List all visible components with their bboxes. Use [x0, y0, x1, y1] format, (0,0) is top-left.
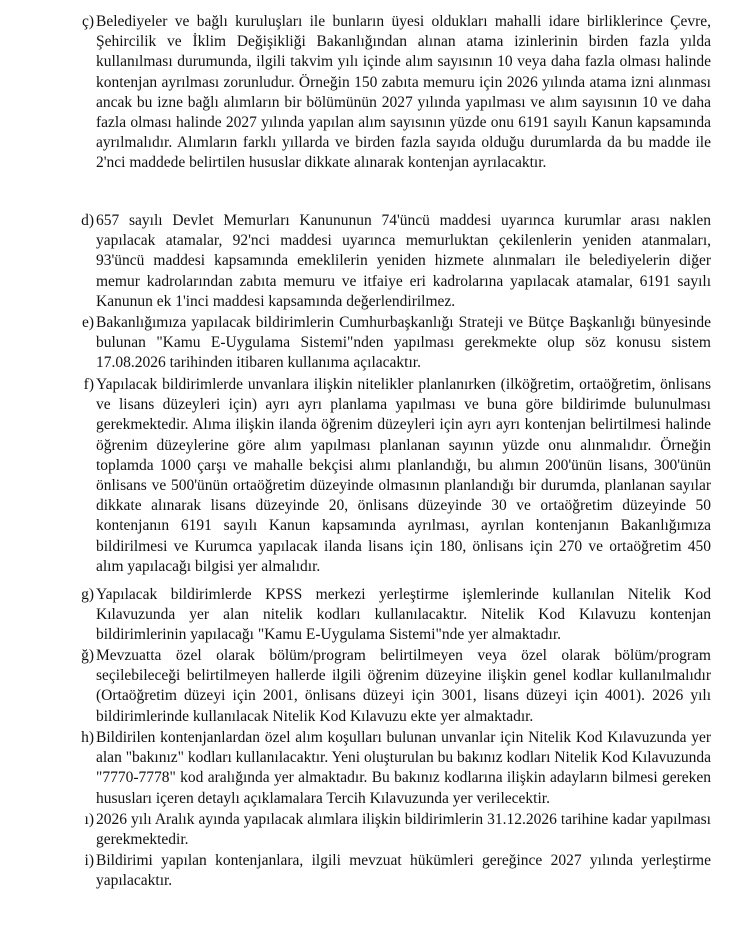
- list-item: [0, 12, 756, 174]
- item-label: i): [84, 852, 94, 869]
- list-item: [0, 810, 756, 850]
- item-text: Belediyeler ve bağlı kuruluşları ile bunların üyesi oldukları mahalli idare birliklerince Çevre, Şehircilik ve İklim Değişikliği Bakanlığından alınan atama izinlerinin birden fazla yılda kullanılması durumunda, ilgili takvim yılı içinde alım sayısının 10 veya daha fazla olması halinde kontenjan ayrılması zorunludur. Örneğin 150 zabıta memuru için 2026 yılında atama izni alınması ancak bu izne bağlı alımların bir bölümünün 2027 yılında yapılması ve alım sayısının 10 ve daha fazla olması halinde 2027 yılında yapılan alım sayısının yüzde onu 6191 sayılı Kanun kapsamında ayrılmalıdır. Alımların farklı yıllarda ve birden fazla sayıda olduğu durumlarda da bu madde ile 2'nci maddede belirtilen hususlar dikkate alınarak kontenjan ayrılacaktır.: [96, 13, 711, 172]
- item-label: d): [81, 212, 94, 229]
- list-item: [0, 211, 756, 312]
- list-item: [0, 728, 756, 809]
- item-label: f): [83, 376, 94, 393]
- item-text: 657 sayılı Devlet Memurları Kanununun 74'üncü maddesi uyarınca kurumlar arası naklen yapılacak atamalar, 92'nci maddesi uyarınca memurluktan çekilenlerin yeniden atanmaları, 93'üncü maddesi kapsamında emeklilerin yeniden hizmete alınmaları ile belediyelerin diğer memur kadrolarından zabıta memuru ve itfaiye eri kadrolarına yapılacak atamalar, 6191 sayılı Kanunun ek 1'inci maddesi kapsamında değerlendirilmez.: [96, 212, 711, 310]
- item-text: Bildirimi yapılan kontenjanlara, ilgili mevzuat hükümleri gereğince 2027 yılında yerleştirme yapılacaktır.: [96, 852, 711, 890]
- item-text: Yapılacak bildirimlerde unvanlara ilişkin nitelikler planlanırken (ilköğretim, ortaöğretim, önlisans ve lisans düzeyleri için) ayrı ayrı planlama yapılması ve buna göre bildirimde bulunulması gerekmektedir. Alıma ilişkin ilanda öğrenim düzeyleri için ayrı ayrı kontenjan belirtilmesi halinde öğrenim düzeylerine göre alım yapılması planlanan sayının yüzde onu alınmalıdır. Örneğin toplamda 1000 çarşı ve mahalle bekçisi alımı planlandığı, bu alımın 200'ünün lisans, 300'ünün önlisans ve 500'ünün ortaöğretim düzeyinde olmasının planlandığı bir durumda, planlanan sayılar dikkate alınarak lisans düzeyinde 20, önlisans düzeyinde 30 ve ortaöğretim düzeyinde 50 kontenjanın 6191 sayılı Kanun kapsamında ayrılması, ayrılan kontenjanın Bakanlığımıza bildirilmesi ve Kurumca yapılacak ilanda lisans için 180, önlisans için 270 ve ortaöğretim 450 alım yapılacağı bilgisi yer almalıdır.: [96, 376, 711, 575]
- item-text: Bakanlığımıza yapılacak bildirimlerin Cumhurbaşkanlığı Strateji ve Bütçe Başkanlığı bünyesinde bulunan "Kamu E-Uygulama Sistemi"nden yapılması gerekmekte olup söz konusu sistem 17.08.2026 tarihinden itibaren kullanıma açılacaktır.: [96, 314, 711, 372]
- list-item: [0, 375, 756, 577]
- item-label: ğ): [81, 647, 94, 664]
- item-text: 2026 yılı Aralık ayında yapılacak alımlara ilişkin bildirimlerin 31.12.2026 tarihine kadar yapılması gerekmektedir.: [96, 811, 711, 849]
- item-label: ç): [81, 13, 94, 30]
- list-item: [0, 851, 756, 891]
- item-text: Yapılacak bildirimlerde KPSS merkezi yerleştirme işlemlerinde kullanılan Nitelik Kod Kılavuzunda yer alan nitelik kodları kullanılacaktır. Nitelik Kod Kılavuzu kontenjan bildirimlerinin yapılacağı "Kamu E-Uygulama Sistemi"nde yer almaktadır.: [96, 586, 711, 644]
- list-item: [0, 585, 756, 646]
- item-text: Bildirilen kontenjanlardan özel alım koşulları bulunan unvanlar için Nitelik Kod Kılavuzunda yer alan "bakınız" kodları kullanılacaktır. Yeni oluşturulan bu bakınız kodları Nitelik Kod Kılavuzunda "7770-7778" kod aralığında yer almaktadır. Bu bakınız kodlarına ilişkin adayların bilmesi gereken hususları içeren detaylı açıklamalara Tercih Kılavuzunda yer verilecektir.: [96, 729, 711, 807]
- item-label: e): [81, 314, 94, 331]
- list-item: [0, 646, 756, 727]
- item-label: h): [81, 729, 94, 746]
- list-item: [0, 313, 756, 374]
- item-label: ı): [84, 811, 94, 828]
- item-text: Mevzuatta özel olarak bölüm/program belirtilmeyen veya özel olarak bölüm/program seçilebileceği belirtilmeyen hallerde ilgili öğrenim düzeyine ilişkin genel kodlar kullanılmalıdır (Ortaöğretim düzeyi için 2001, önlisans düzeyi için 3001, lisans düzeyi için 4001). 2026 yılı bildirimlerinde kullanılacak Nitelik Kod Kılavuzu ekte yer almaktadır.: [96, 647, 711, 725]
- item-label: g): [81, 586, 94, 603]
